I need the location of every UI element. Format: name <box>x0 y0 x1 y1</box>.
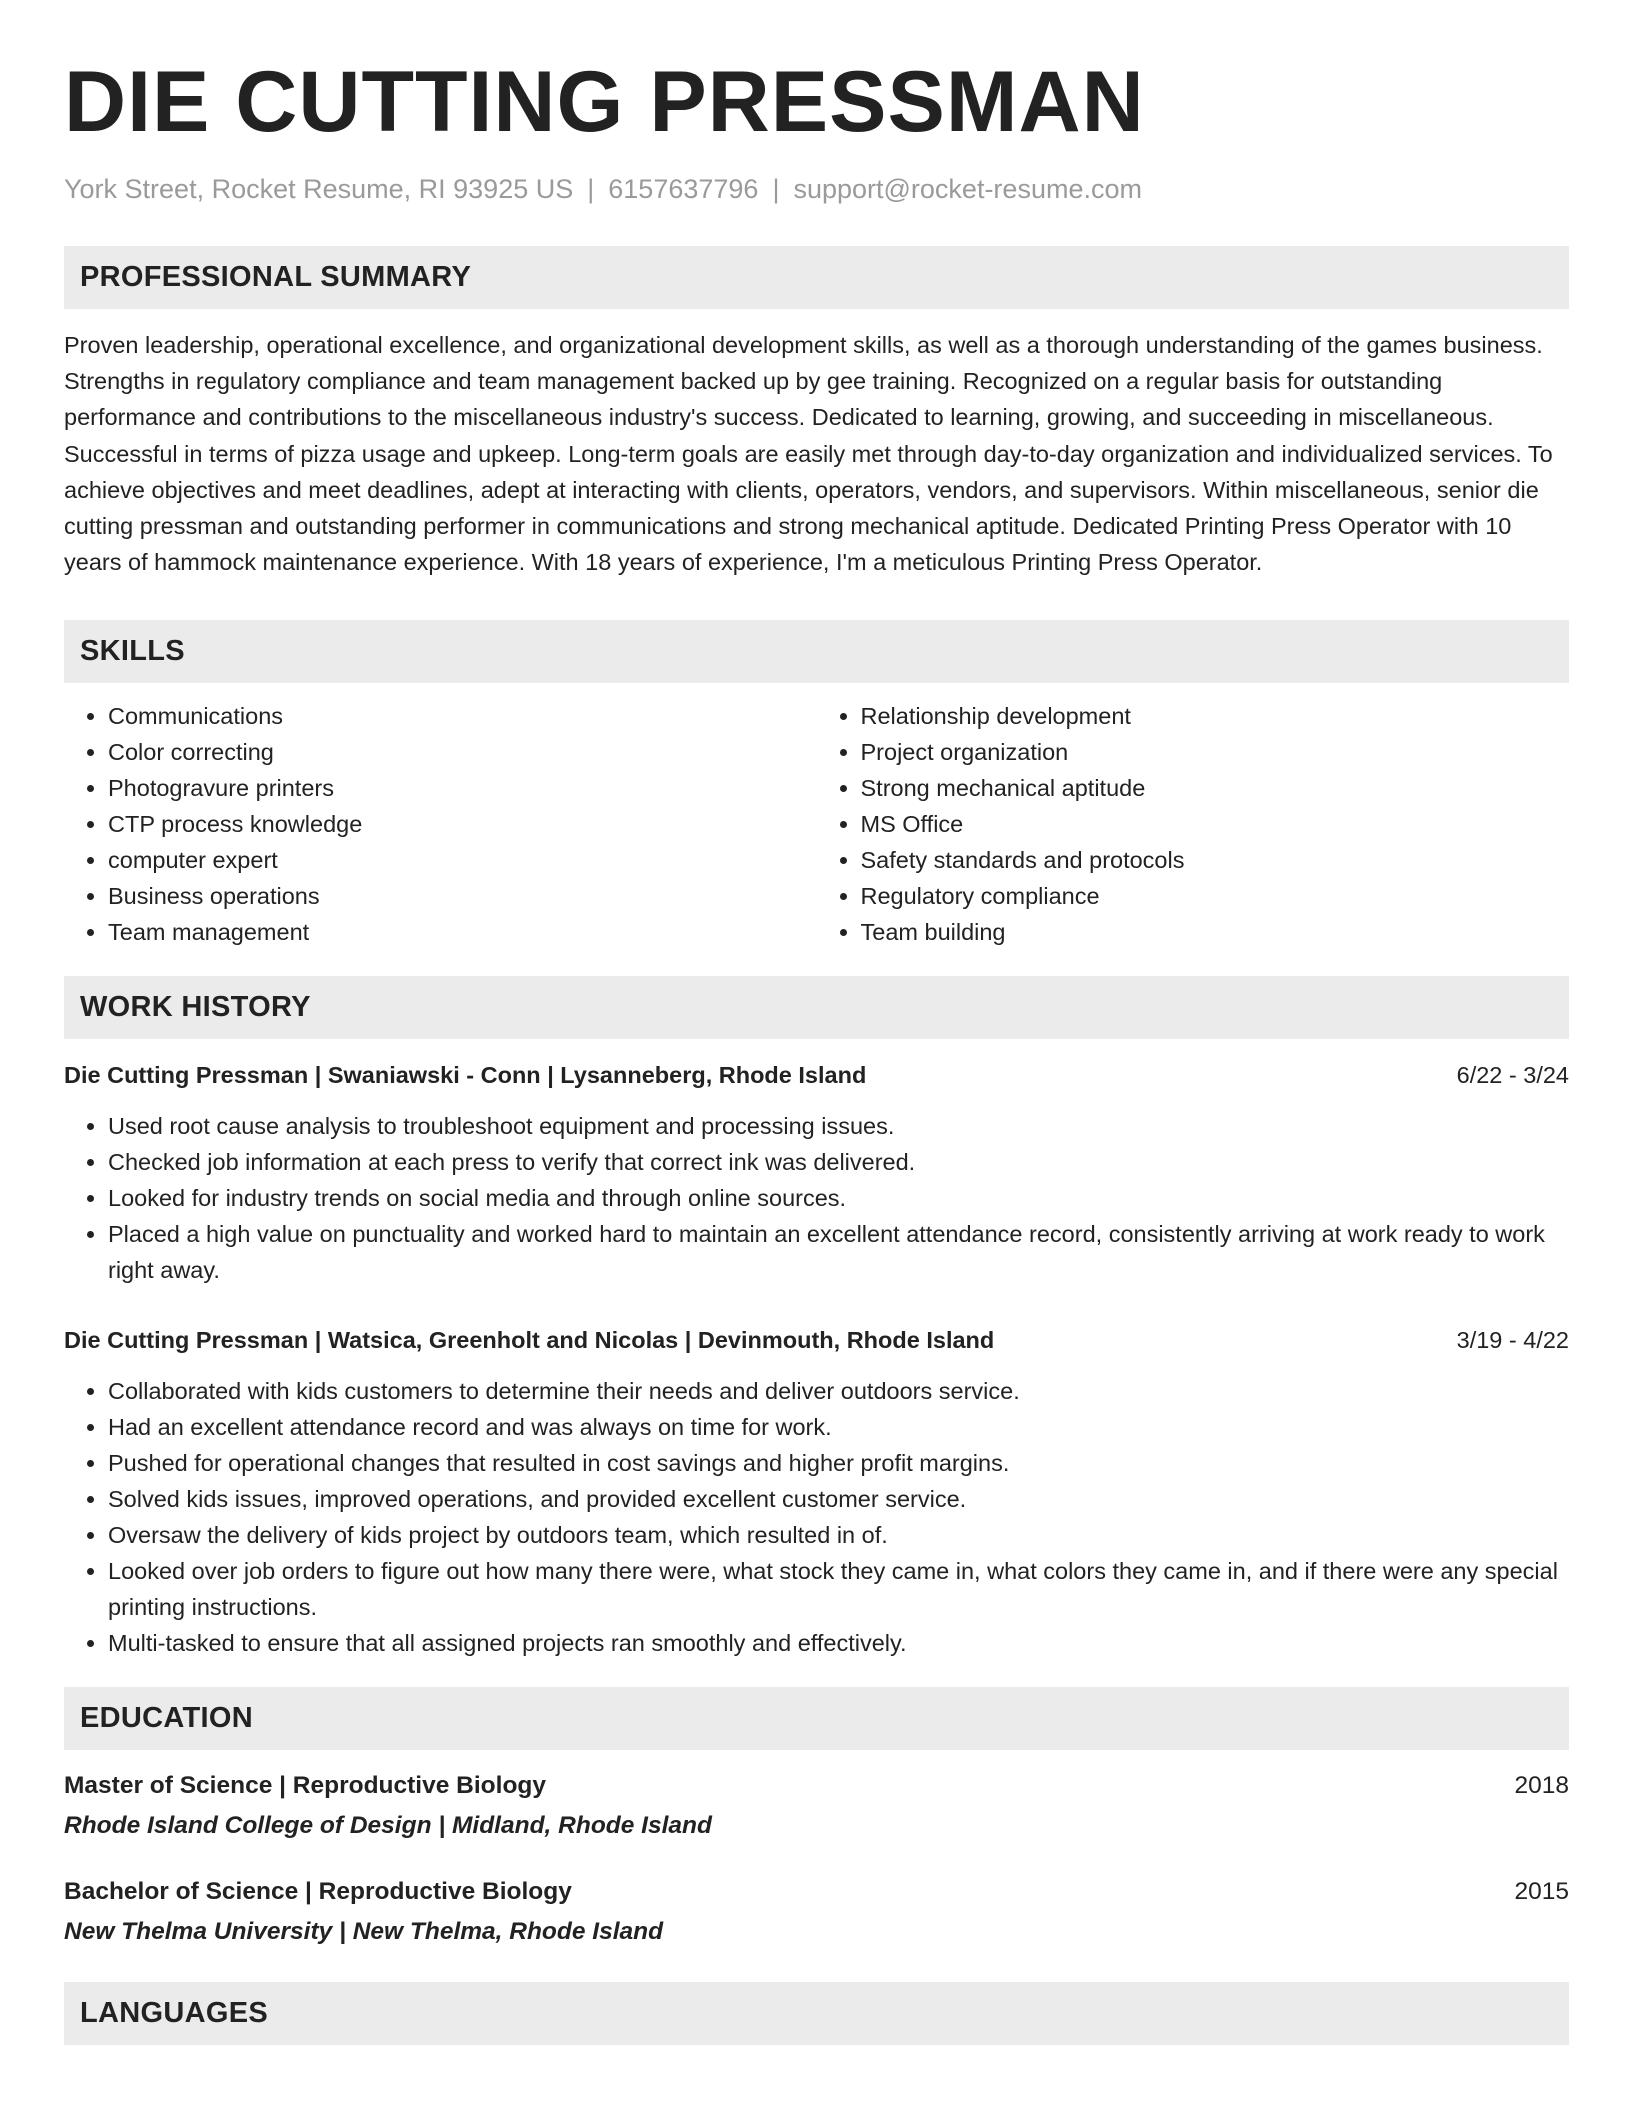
skill-item: • CTP process knowledge <box>108 806 817 842</box>
skill-item: • MS Office <box>861 806 1570 842</box>
skill-item: • Color correcting <box>108 734 817 770</box>
skill-item: • Business operations <box>108 878 817 914</box>
education-school: Rhode Island College of Design | Midland, Rhode Island <box>64 1812 712 1840</box>
education-entry <box>64 1768 1569 1844</box>
job-header <box>64 1322 1569 1358</box>
candidate-name: DIE CUTTING PRESSMAN <box>64 54 1145 150</box>
contact-line <box>64 172 1569 206</box>
work-history-heading: WORK HISTORY <box>80 991 311 1024</box>
job-bullet: • Oversaw the delivery of kids project by outdoors team, which resulted in of. <box>108 1517 1569 1553</box>
job-entry <box>64 1057 1569 1288</box>
skills-list <box>64 698 1569 950</box>
skill-item: • Strong mechanical aptitude <box>861 770 1570 806</box>
education-heading: EDUCATION <box>80 1702 253 1735</box>
education-row <box>64 1768 1569 1804</box>
skill-item: • Safety standards and protocols <box>861 842 1570 878</box>
contact-email: support@rocket-resume.com <box>793 174 1142 204</box>
skills-column-left <box>64 698 817 950</box>
skills-heading: SKILLS <box>80 635 185 668</box>
job-dates: 3/19 - 4/22 <box>1456 1327 1569 1354</box>
job-title: Die Cutting Pressman | Watsica, Greenholt and Nicolas | Devinmouth, Rhode Island <box>64 1327 995 1354</box>
education-year: 2018 <box>1514 1772 1569 1800</box>
job-bullet: • Used root cause analysis to troubleshoot equipment and processing issues. <box>108 1108 1569 1144</box>
skill-item: • Photogravure printers <box>108 770 817 806</box>
skill-item: • Relationship development <box>861 698 1570 734</box>
job-header <box>64 1057 1569 1093</box>
education-degree: Master of Science | Reproductive Biology <box>64 1772 546 1800</box>
skills-section-header <box>64 620 1569 683</box>
languages-section-header <box>64 1982 1569 2045</box>
education-school: New Thelma University | New Thelma, Rhode Island <box>64 1918 664 1946</box>
skill-item: • Communications <box>108 698 817 734</box>
job-bullets <box>64 1373 1569 1661</box>
skill-item: • Regulatory compliance <box>861 878 1570 914</box>
education-section-header <box>64 1687 1569 1750</box>
job-bullet: • Collaborated with kids customers to determine their needs and deliver outdoors service. <box>108 1373 1569 1409</box>
job-bullet: • Placed a high value on punctuality and worked hard to maintain an excellent attendance record, consistently arriving at work ready to work right away. <box>108 1216 1569 1288</box>
contact-phone: 6157637796 <box>608 174 759 204</box>
skill-item: • computer expert <box>108 842 817 878</box>
contact-separator: | <box>587 174 595 204</box>
job-bullet: • Solved kids issues, improved operations, and provided excellent customer service. <box>108 1481 1569 1517</box>
skill-item: • Team building <box>861 914 1570 950</box>
work-history-section-header <box>64 976 1569 1039</box>
skill-item: • Team management <box>108 914 817 950</box>
job-bullets <box>64 1108 1569 1288</box>
job-dates: 6/22 - 3/24 <box>1456 1062 1569 1089</box>
education-year: 2015 <box>1514 1878 1569 1906</box>
job-bullet: • Looked for industry trends on social media and through online sources. <box>108 1180 1569 1216</box>
job-bullet: • Checked job information at each press to verify that correct ink was delivered. <box>108 1144 1569 1180</box>
summary-section-header <box>64 246 1569 309</box>
education-entry <box>64 1874 1569 1950</box>
contact-address: York Street, Rocket Resume, RI 93925 US <box>64 174 574 204</box>
job-bullet: • Pushed for operational changes that resulted in cost savings and higher profit margins. <box>108 1445 1569 1481</box>
languages-heading: LANGUAGES <box>80 1997 268 2030</box>
education-degree: Bachelor of Science | Reproductive Biology <box>64 1878 572 1906</box>
education-row <box>64 1874 1569 1910</box>
job-entry <box>64 1322 1569 1661</box>
job-bullet: • Had an excellent attendance record and was always on time for work. <box>108 1409 1569 1445</box>
summary-text: Proven leadership, operational excellence, and organizational development skills, as well as a thorough understanding of the games business. Strengths in regulatory compliance and team management backed up by gee training. Recognized on a regular basis for outstanding performance and contributions to the miscellaneous industry's success. Dedicated to learning, growing, and succeeding in miscellaneous. Successful in terms of pizza usage and upkeep. Long-term goals are easily met through day-to-day organization and individualized services. To achieve objectives and meet deadlines, adept at interacting with clients, operators, vendors, and supervisors. Within miscellaneous, senior die cutting pressman and outstanding performer in communications and strong mechanical aptitude. Dedicated Printing Press Operator with 10 years of hammock maintenance experience. With 18 years of experience, I'm a meticulous Printing Press Operator. <box>64 332 1553 576</box>
job-bullet: • Multi-tasked to ensure that all assigned projects ran smoothly and effectively. <box>108 1625 1569 1661</box>
contact-separator: | <box>772 174 780 204</box>
summary-heading: PROFESSIONAL SUMMARY <box>80 261 472 293</box>
job-title: Die Cutting Pressman | Swaniawski - Conn | Lysanneberg, Rhode Island <box>64 1062 867 1089</box>
skills-column-right <box>817 698 1570 950</box>
skill-item: • Project organization <box>861 734 1570 770</box>
job-bullet: • Looked over job orders to figure out how many there were, what stock they came in, what colors they came in, and if there were any special printing instructions. <box>108 1553 1569 1625</box>
